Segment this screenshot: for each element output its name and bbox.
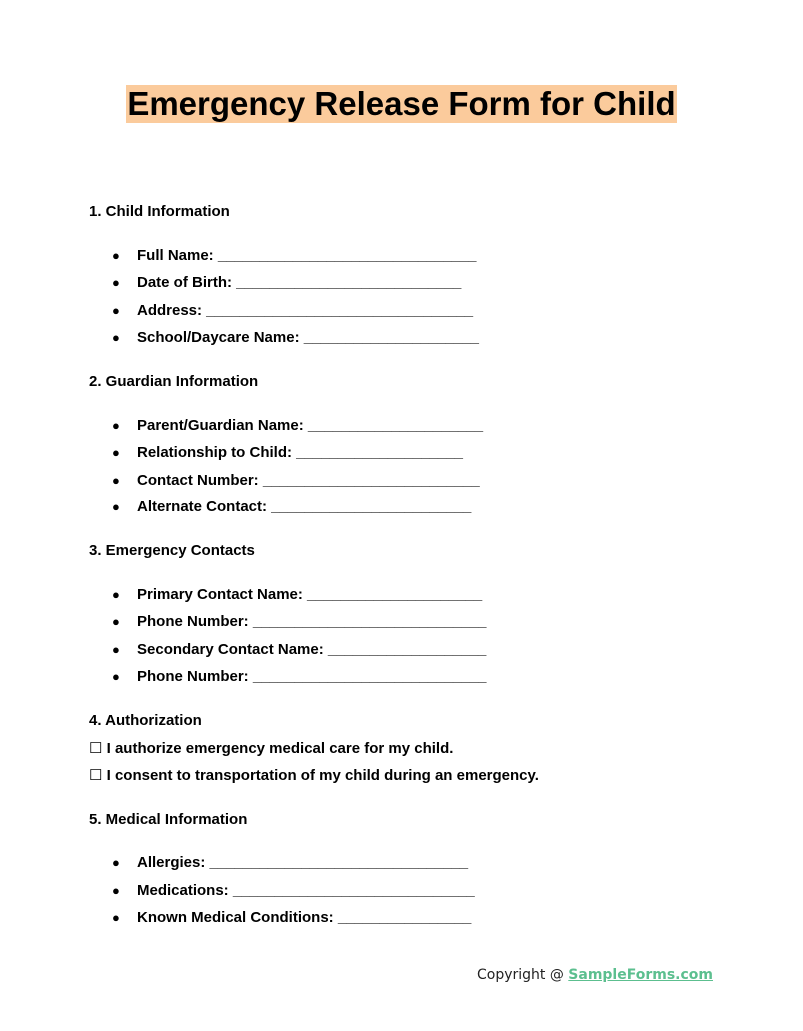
field-parent-guardian-name[interactable] [112,417,483,435]
field-primary-contact-name[interactable] [112,586,482,604]
bullet-icon: ● [112,418,120,433]
checkbox-icon[interactable]: ☐ [89,740,103,757]
bullet-icon: ● [112,499,120,514]
field-medications[interactable] [112,882,475,900]
section-heading-guardian-information: 2. Guardian Information [89,373,259,390]
bullet-icon: ● [112,883,120,898]
sampleforms-link[interactable]: SampleForms.com [568,967,713,983]
checkbox-transportation[interactable] [89,767,539,785]
section-heading-emergency-contacts: 3. Emergency Contacts [89,542,255,559]
field-label: School/Daycare Name: _____________________ [137,329,479,346]
section-heading-medical-information: 5. Medical Information [89,811,248,828]
field-label: Known Medical Conditions: ________________ [137,909,472,926]
bullet-icon: ● [112,303,120,318]
field-school-daycare-name[interactable] [112,329,479,347]
field-primary-phone-number[interactable] [112,613,486,631]
bullet-icon: ● [112,614,120,629]
field-label: Date of Birth: ___________________________ [137,274,462,291]
bullet-icon: ● [112,330,120,345]
bullet-icon: ● [112,445,120,460]
field-date-of-birth[interactable] [112,274,461,292]
field-label: Full Name: _______________________________ [137,247,477,264]
field-alternate-contact[interactable] [112,498,471,516]
field-address[interactable] [112,302,473,320]
field-full-name[interactable] [112,247,476,265]
field-label: Relationship to Child: ____________________ [137,444,464,461]
checkbox-icon[interactable]: ☐ [89,767,103,784]
field-label: Primary Contact Name: _____________________ [137,586,483,603]
copyright-prefix: Copyright @ [476,967,569,983]
field-label: Phone Number: ____________________________ [137,668,487,685]
title-container [0,85,803,123]
field-label: Phone Number: ____________________________ [137,613,487,630]
bullet-icon: ● [112,910,120,925]
bullet-icon: ● [112,642,120,657]
section-heading-child-information: 1. Child Information [89,203,230,220]
copyright-footer [477,966,713,984]
bullet-icon: ● [112,275,120,290]
section-heading-authorization: 4. Authorization [89,712,202,729]
bullet-icon: ● [112,587,120,602]
field-label: Address: ________________________________ [137,302,474,319]
field-secondary-contact-name[interactable] [112,641,486,659]
bullet-icon: ● [112,248,120,263]
page-title: Emergency Release Form for Child [127,85,676,122]
field-known-medical-conditions[interactable] [112,909,471,927]
field-relationship-to-child[interactable] [112,444,463,462]
field-label: Secondary Contact Name: ___________________ [137,641,487,658]
field-label: Medications: _____________________________ [137,882,475,899]
field-label: Alternate Contact: ________________________ [137,498,472,515]
field-allergies[interactable] [112,854,468,872]
field-label: Contact Number: __________________________ [137,472,480,489]
field-contact-number[interactable] [112,472,480,490]
checkbox-label: I authorize emergency medical care for my child. [106,740,454,757]
bullet-icon: ● [112,473,120,488]
field-label: Parent/Guardian Name: _____________________ [137,417,484,434]
field-secondary-phone-number[interactable] [112,668,486,686]
bullet-icon: ● [112,855,120,870]
bullet-icon: ● [112,669,120,684]
field-label: Allergies: _______________________________ [137,854,469,871]
checkbox-label: I consent to transportation of my child during an emergency. [106,767,539,784]
checkbox-medical-care[interactable] [89,740,453,758]
